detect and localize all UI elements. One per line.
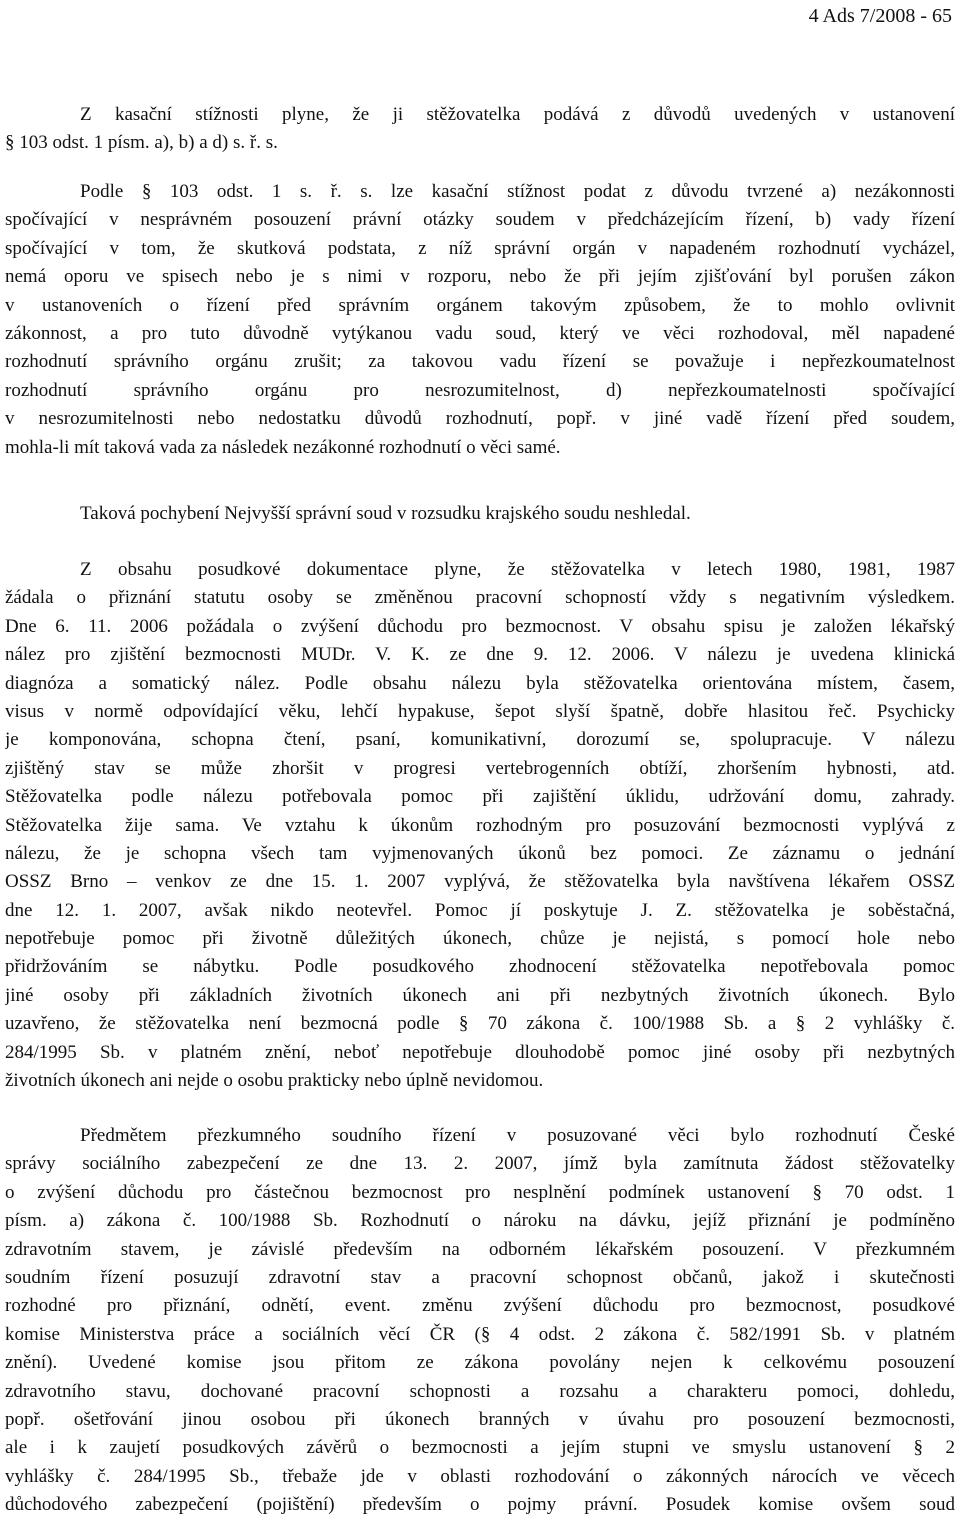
text-line: OSSZ Brno – venkov ze dne 15. 1. 2007 vyplývá, že stěžovatelka byla navštívena lékařem OSSZ xyxy=(5,871,955,893)
text-line: žádala o přiznání statutu osoby se změněnou pracovní schopností vždy s negativním výsledkem. xyxy=(5,587,955,609)
text-line: v nesrozumitelnosti nebo nedostatku důvodů rozhodnutí, popř. v jiné vadě řízení před soudem, xyxy=(5,408,955,430)
text-line: přidržováním se nábytku. Podle posudkového zhodnocení stěžovatelka nepotřebovala pomoc xyxy=(5,956,955,978)
text-line: Dne 6. 11. 2006 požádala o zvýšení důchodu pro bezmocnost. V obsahu spisu je založen lékařský xyxy=(5,615,955,637)
paragraph-3 xyxy=(5,500,955,528)
text-line: Z obsahu posudkové dokumentace plyne, že stěžovatelka v letech 1980, 1981, 1987 xyxy=(80,559,955,580)
text-line: zdravotním stavem, je závislé především na odborném lékařském posouzení. V přezkumném xyxy=(5,1238,955,1260)
text-line: Z kasační stížnosti plyne, že ji stěžovatelka podává z důvodů uvedených v ustanovení xyxy=(80,104,955,125)
text-line: mohla-li mít taková vada za následek nezákonné rozhodnutí o věci samé. xyxy=(5,436,561,458)
text-line: v ustanoveních o řízení před správním orgánem takovým způsobem, že to mohlo ovlivnit xyxy=(5,294,955,316)
text-line: zjištěný stav se může zhoršit v progresi vertebrogenních obtíží, zhoršením hybnosti, atd. xyxy=(5,757,955,779)
text-line: zdravotního stavu, dochované pracovní schopnosti a rozsahu a charakteru pomoci, dohledu, xyxy=(5,1380,955,1402)
text-line: Stěžovatelka žije sama. Ve vztahu k úkonům rozhodným pro posuzování bezmocnosti vyplývá z xyxy=(5,814,955,836)
text-line: 284/1995 Sb. v platném znění, neboť nepotřebuje dlouhodobě pomoc jiné osoby při nezbytných xyxy=(5,1041,955,1063)
text-line: nepotřebuje pomoc při životně důležitých úkonech, chůze je nejistá, s pomocí hole nebo xyxy=(5,928,955,950)
text-line: správy sociálního zabezpečení ze dne 13. 2. 2007, jímž byla zamítnuta žádost stěžovatelky xyxy=(5,1153,955,1175)
text-line: nálezu, že je schopna všech tam vyjmenovaných úkonů bez pomoci. Ze záznamu o jednání xyxy=(5,842,955,864)
paragraph-1 xyxy=(5,101,955,158)
text-line: nemá oporu ve spisech nebo je s nimi v rozporu, nebo že při jejím zjišťování byl porušen zákon xyxy=(5,266,955,288)
text-line: jiné osoby při základních životních úkonech ani při nezbytných životních úkonech. Bylo xyxy=(5,984,955,1006)
text-line: zákonnost, a pro tuto důvodně vytýkanou vadu soud, který ve věci rozhodoval, měl napadené xyxy=(5,322,955,344)
text-line: popř. ošetřování jinou osobou při úkonech branných v úvahu pro posouzení bezmocnosti, xyxy=(5,1408,955,1430)
text-line: uzavřeno, že stěžovatelka není bezmocná podle § 70 zákona č. 100/1988 Sb. a § 2 vyhlášky č. xyxy=(5,1013,955,1035)
text-line: visus v normě odpovídající věku, lehčí hypakuse, šepot slyší špatně, dobře hlasitou řeč. Psychicky xyxy=(5,700,955,722)
text-line: dne 12. 1. 2007, avšak nikdo neotevřel. Pomoc jí poskytuje J. Z. stěžovatelka je soběstačná, xyxy=(5,899,955,921)
text-line: znění). Uvedené komise jsou přitom ze zákona povolány nejen k celkovému posouzení xyxy=(5,1352,955,1374)
text-line: Předmětem přezkumného soudního řízení v posuzované věci bylo rozhodnutí České xyxy=(80,1125,955,1146)
text-line: rozhodnutí správního orgánu zrušit; za takovou vadu řízení se považuje i nepřezkoumatelnost xyxy=(5,351,955,373)
text-line: ale i k zaujetí posudkových závěrů o bezmocnosti a jejím stupni ve smyslu ustanovení § 2 xyxy=(5,1437,955,1459)
text-line: spočívající v nesprávném posouzení právní otázky soudem v předcházejícím řízení, b) vady řízení xyxy=(5,209,955,231)
paragraph-5 xyxy=(5,1122,955,1519)
text-line: rozhodné pro přiznání, odnětí, event. změnu zvýšení důchodu pro bezmocnost, posudkové xyxy=(5,1295,955,1317)
text-line: Podle § 103 odst. 1 s. ř. s. lze kasační stížnost podat z důvodu tvrzené a) nezákonnosti xyxy=(80,181,955,202)
text-line: spočívající v tom, že skutková podstata, z níž správní orgán v napadeném rozhodnutí vycházel, xyxy=(5,237,955,259)
text-line: § 103 odst. 1 písm. a), b) a d) s. ř. s. xyxy=(5,132,278,154)
text-line: je komponována, schopna čtení, psaní, komunikativní, dorozumí se, spolupracuje. V nálezu xyxy=(5,729,955,751)
text-line: písm. a) zákona č. 100/1988 Sb. Rozhodnutí o nároku na dávku, jejíž přiznání je podmíněno xyxy=(5,1210,955,1232)
text-line: vyhlášky č. 284/1995 Sb., třebaže jde v oblasti rozhodování o zákonných nárocích ve věcech xyxy=(5,1465,955,1487)
text-line: důchodového zabezpečení (pojištění) především o pojmy právní. Posudek komise ovšem soud xyxy=(5,1494,955,1516)
text-line: Stěžovatelka podle nálezu potřebovala pomoc při zajištění úklidu, udržování domu, zahrady. xyxy=(5,786,955,808)
paragraph-4 xyxy=(5,556,955,1095)
text-line: rozhodnutí správního orgánu pro nesrozumitelnost, d) nepřezkoumatelnosti spočívající xyxy=(5,379,955,401)
text-line: životních úkonech ani nejde o osobu prakticky nebo úplně nevidomou. xyxy=(5,1070,544,1092)
page-header: 4 Ads 7/2008 - 65 xyxy=(808,5,952,27)
text-line: nález pro zjištění bezmocnosti MUDr. V. K. ze dne 9. 12. 2006. V nálezu je uvedena klinická xyxy=(5,644,955,666)
text-line: diagnóza a somatický nález. Podle obsahu nálezu byla stěžovatelka orientována místem, časem, xyxy=(5,672,955,694)
text-line: Taková pochybení Nejvyšší správní soud v rozsudku krajského soudu neshledal. xyxy=(80,503,691,524)
paragraph-2 xyxy=(5,178,955,462)
text-line: o zvýšení důchodu pro částečnou bezmocnost pro nesplnění podmínek ustanovení § 70 odst. 1 xyxy=(5,1181,955,1203)
text-line: komise Ministerstva práce a sociálních věcí ČR (§ 4 odst. 2 zákona č. 582/1991 Sb. v platném xyxy=(5,1323,955,1345)
text-line: soudním řízení posuzují zdravotní stav a pracovní schopnost občanů, jakož i skutečnosti xyxy=(5,1266,955,1288)
